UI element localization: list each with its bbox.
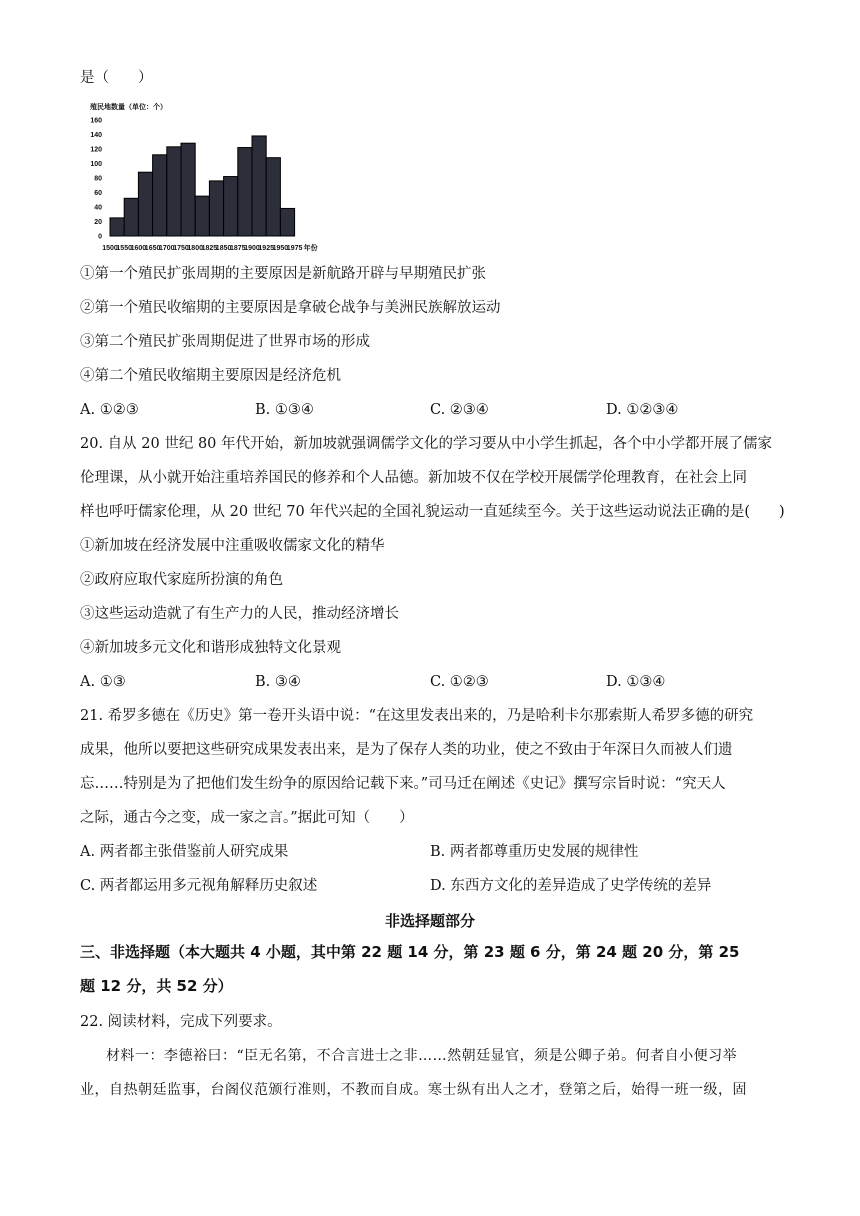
bar [138,172,152,236]
x-tick-label: 1900 [244,245,260,252]
q20-line-1: 20. 自从 20 世纪 80 年代开始，新加坡就强调儒学文化的学习要从中小学生抓起，各个中小学都开展了儒家 [80,436,773,452]
q21-line-2: 成果，他所以要把这些研究成果发表出来，是为了保存人类的功业，使之不致由于年深日久而被人们遗 [80,742,733,758]
q20-statement-3: ③这些运动造就了有生产力的人民，推动经济增长 [80,606,399,622]
y-tick-label: 20 [94,219,102,226]
y-tick-label: 120 [90,146,102,154]
bar-series [110,136,295,236]
bar [224,177,238,236]
q20-option-a[interactable]: A. ①③ [80,674,126,690]
y-tick-label: 80 [94,175,102,183]
q20-option-c[interactable]: C. ①②③ [430,674,489,690]
q20-statement-2: ②政府应取代家庭所扮演的角色 [80,572,283,588]
chart-title: 殖民地数量（单位：个） [90,104,167,111]
q19-statement-4: ④第二个殖民收缩期主要原因是经济危机 [80,368,341,384]
q19-option-a[interactable]: A. ①②③ [80,402,139,418]
y-tick-label: 100 [90,161,102,168]
section3-heading-line-1: 三、非选择题（本大题共 4 小题，其中第 22 题 14 分，第 23 题 6 分，第 24 题 20 分，第 25 [80,943,740,961]
q22-material-line-1: 材料一：李德裕曰：“臣无名第，不合言进士之非……然朝廷显官，须是公卿子弟。何者自小便习举 [106,1048,738,1064]
q19-option-c[interactable]: C. ②③④ [430,402,489,418]
y-tick-label: 0 [98,233,102,241]
bar [280,208,294,236]
x-tick-label: 1500 [102,245,118,252]
q19-statement-1: ①第一个殖民扩张周期的主要原因是新航路开辟与早期殖民扩张 [80,266,486,282]
q19-option-b[interactable]: B. ①③④ [255,402,314,418]
x-tick-label: 1800 [187,245,203,252]
x-tick-label: 1700 [159,245,175,252]
x-tick-label: 1850 [215,245,232,252]
q22-stem: 22. 阅读材料，完成下列要求。 [80,1014,282,1030]
x-tick-label: 1825 [201,245,218,252]
q21-line-1: 21. 希罗多德在《历史》第一卷开头语中说：“在这里发表出来的，乃是哈利卡尔那索斯人希罗多德的研究 [80,708,754,724]
y-axis [90,118,102,241]
q19-statement-3: ③第二个殖民扩张周期促进了世界市场的形成 [80,334,370,350]
y-tick-label: 60 [94,190,102,197]
part2-title: 非选择题部分 [384,912,475,930]
q21-option-b[interactable]: B. 两者都尊重历史发展的规律性 [430,844,639,860]
section3-heading-line-2: 题 12 分，共 52 分） [80,977,233,995]
bar [124,198,138,236]
colony-count-bar-chart [82,98,342,258]
q20-statement-4: ④新加坡多元文化和谐形成独特文化景观 [80,640,341,656]
x-tick-label: 1550 [116,245,132,252]
q19-statement-2: ②第一个殖民收缩期的主要原因是拿破仑战争与美洲民族解放运动 [80,300,501,316]
x-tick-label: 1600 [130,245,147,252]
y-tick-label: 40 [94,204,102,212]
q21-option-a[interactable]: A. 两者都主张借鉴前人研究成果 [80,844,289,860]
bar [181,143,195,236]
bar [110,218,124,236]
q21-option-d[interactable]: D. 东西方文化的差异造成了史学传统的差异 [430,878,712,894]
bar [209,181,223,236]
q19-option-d[interactable]: D. ①②③④ [606,402,679,418]
q22-material-line-2: 业，自热朝廷监事，台阁仪范颁行准则，不教而自成。寒士纵有出人之才，登第之后，始得一班一级，固 [80,1082,747,1098]
bar [153,155,167,236]
bar [195,196,209,236]
q21-line-4: 之际，通古今之变，成一家之言。”据此可知（ ） [80,810,414,826]
x-tick-label: 1925 [258,245,274,252]
q20-option-b[interactable]: B. ③④ [255,674,301,690]
x-axis-unit: 年份 [303,245,318,252]
q21-option-c[interactable]: C. 两者都运用多元视角解释历史叙述 [80,878,318,894]
q20-line-3: 样也呼吁儒家伦理，从 20 世纪 70 年代兴起的全国礼貌运动一直延续至今。关于这些运动说法正确的是( ) [80,504,785,520]
q20-option-d[interactable]: D. ①③④ [606,674,666,690]
bar [266,158,280,236]
bar [252,136,266,236]
q19-stem-tail: 是（ ） [80,70,153,86]
x-tick-label: 1875 [230,245,246,252]
bar [167,147,181,236]
x-axis [102,243,317,252]
x-tick-label: 1650 [144,245,161,252]
y-tick-label: 140 [90,132,102,139]
bar [238,148,252,236]
x-tick-label: 1950 [272,245,289,252]
x-tick-label: 1750 [173,245,189,252]
q20-statement-1: ①新加坡在经济发展中注重吸收儒家文化的精华 [80,538,385,554]
q21-line-3: 忘……特别是为了把他们发生纷争的原因给记载下来。”司马迁在阐述《史记》撰写宗旨时说：“究天人 [80,776,726,792]
x-tick-label: 1975 [286,245,303,252]
y-tick-label: 160 [90,117,102,125]
q20-line-2: 伦理课，从小就开始注重培养国民的修养和个人品德。新加坡不仅在学校开展儒学伦理教育，在社会上同 [80,470,747,486]
